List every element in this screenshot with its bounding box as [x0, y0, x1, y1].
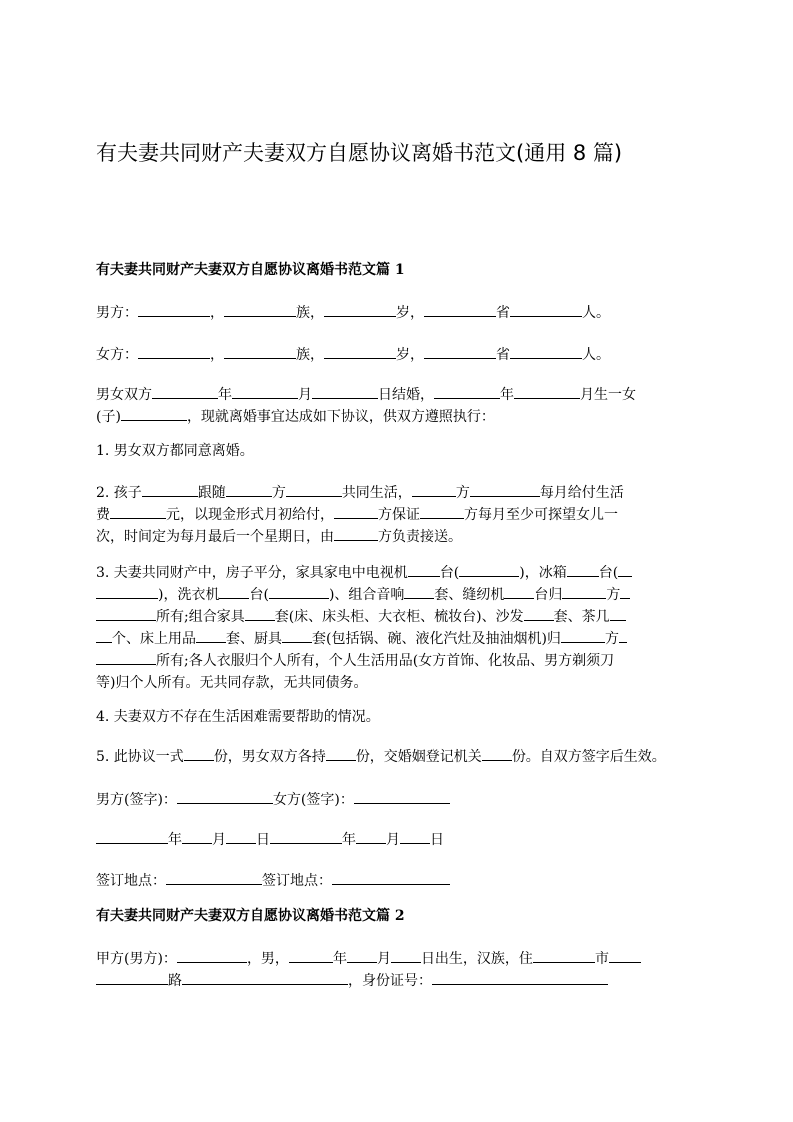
blank	[312, 384, 378, 399]
blank	[412, 482, 456, 497]
husband-signature-field[interactable]	[177, 789, 273, 804]
blank	[96, 829, 168, 844]
blank	[356, 829, 386, 844]
blank	[524, 606, 554, 621]
blank	[270, 829, 342, 844]
blank	[121, 406, 187, 421]
blank	[334, 504, 378, 519]
section-1-heading: 有夫妻共同财产夫妻双方自愿协议离婚书范文篇 1	[96, 262, 405, 278]
husband-label: 男方：	[96, 305, 138, 321]
blank	[138, 344, 210, 359]
blank	[482, 746, 512, 761]
blank	[610, 606, 626, 621]
clause-1: 1. 男女双方都同意离婚。	[96, 443, 254, 459]
blank	[110, 504, 166, 519]
blank	[424, 344, 496, 359]
blank	[391, 948, 421, 963]
signing-place-line: 签订地点： 签订地点：	[96, 870, 700, 892]
blank	[562, 584, 606, 599]
blank	[434, 384, 500, 399]
blank	[226, 829, 256, 844]
clause-3: 3. 夫妻共同财产中，房子平分，家具家电中电视机 台( )，冰箱 台( )，洗衣机 台( )、组合音响 套、缝纫机 台归 方 所有;组合家具 套(床、床头柜、大衣柜、梳妆台)、沙发 套、茶几 个、床上用品 套、厨具 套(包括锅、碗、液化汽灶及抽油烟机)归 方 所有;各人衣服归个人所有，个人生活用品(女方首饰、化妆品、男方剃须刀 等)归个人所有。无共同存款，无共同债务。	[96, 562, 700, 694]
signature-line	[96, 789, 700, 811]
blank	[404, 584, 434, 599]
blank	[504, 584, 534, 599]
blank	[196, 628, 226, 643]
blank	[152, 384, 218, 399]
party-a-info: 甲方(男方)： ，男， 年 月 日出生，汉族，住 市 路 ，身份证号：	[96, 948, 700, 992]
blank	[408, 562, 440, 577]
blank	[459, 562, 519, 577]
blank	[138, 302, 210, 317]
blank	[142, 482, 198, 497]
blank	[226, 482, 272, 497]
blank	[96, 628, 112, 643]
blank	[324, 344, 396, 359]
blank	[232, 384, 298, 399]
blank	[510, 302, 582, 317]
blank	[177, 948, 247, 963]
blank	[514, 384, 580, 399]
blank	[533, 948, 595, 963]
blank	[282, 628, 312, 643]
blank	[420, 504, 464, 519]
blank	[96, 650, 156, 665]
blank	[326, 746, 356, 761]
blank	[184, 746, 214, 761]
party-a-label: 甲方(男方)：	[96, 951, 177, 967]
blank	[324, 302, 396, 317]
blank	[347, 948, 377, 963]
blank	[510, 344, 582, 359]
blank	[618, 562, 632, 577]
blank	[619, 628, 627, 643]
blank	[561, 628, 605, 643]
blank	[400, 829, 430, 844]
clause-2: 2. 孩子 跟随 方 共同生活， 方 每月给付生活 费 元，以现金形式月初给付， 方保证 方每月至少可探望女儿一 次，时间定为每月最后一个星期日，由 方负责接送。	[96, 482, 700, 548]
marriage-paragraph: 男女双方 年 月 日结婚， 年 月生一女 (子) ，现就离婚事宜达成如下协议，供双方遵照执行：	[96, 384, 700, 428]
blank	[96, 606, 156, 621]
blank	[620, 584, 630, 599]
wife-signature-field[interactable]	[354, 789, 450, 804]
blank	[286, 482, 342, 497]
blank	[219, 584, 249, 599]
blank	[96, 584, 158, 599]
signing-place-field[interactable]	[332, 870, 450, 885]
blank	[245, 606, 275, 621]
blank	[96, 970, 168, 985]
blank	[224, 344, 296, 359]
blank	[567, 562, 599, 577]
wife-signature-label: 女方(签字)：	[272, 792, 354, 808]
husband-info-line: 男方： ， 族， 岁， 省 人。	[96, 302, 700, 324]
blank	[470, 482, 540, 497]
document-title: 有夫妻共同财产夫妻双方自愿协议离婚书范文(通用 8 篇)	[96, 141, 623, 165]
date-line: 年 月 日 年 月 日	[96, 829, 700, 851]
blank	[182, 970, 348, 985]
blank	[334, 526, 378, 541]
clause-4: 4. 夫妻双方不存在生活困难需要帮助的情况。	[96, 709, 380, 725]
clause-5: 5. 此协议一式 份，男女双方各持 份，交婚姻登记机关 份。自双方签字后生效。	[96, 746, 700, 768]
blank	[224, 302, 296, 317]
wife-info-line: 女方： ， 族， 岁， 省 人。	[96, 344, 700, 366]
blank	[424, 302, 496, 317]
section-2-heading: 有夫妻共同财产夫妻双方自愿协议离婚书范文篇 2	[96, 908, 405, 924]
wife-label: 女方：	[96, 347, 138, 363]
id-number-field[interactable]	[432, 970, 608, 985]
blank	[289, 948, 333, 963]
signing-place-field[interactable]	[166, 870, 262, 885]
blank	[182, 829, 212, 844]
husband-signature-label: 男方(签字)：	[96, 792, 177, 808]
blank	[609, 948, 641, 963]
blank	[269, 584, 329, 599]
